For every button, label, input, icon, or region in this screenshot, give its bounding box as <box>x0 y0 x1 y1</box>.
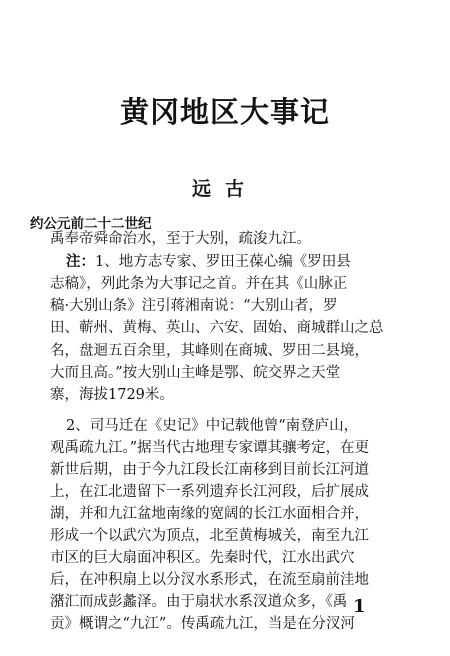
note-line: 新世后期，由于今九江段长江南移到目前长江河道 <box>50 462 369 478</box>
note-line: 志稿》，列此条为大事记之首。并在其《山脉正 <box>50 276 348 292</box>
note-line: 观禹疏九江。”据当代古地理专家谭其骧考定，在更 <box>50 440 370 456</box>
note-text: 1、地方志专家、罗田王葆心编《罗田县 <box>95 254 351 270</box>
note-line <box>66 252 351 272</box>
page-title: 黄冈地区大事记 <box>119 95 330 129</box>
note-line: 湖，并和九江盆地南缘的宽阔的长江水面相合并， <box>50 506 369 522</box>
note-line: 上，在江北遗留下一系列遗弃长江河段，后扩展成 <box>50 484 369 500</box>
note-line: 寨，海拔1729米。 <box>50 387 174 403</box>
note-line: 稿·大别山条》注引蒋湘南说：“大别山者，罗 <box>50 298 338 314</box>
note-line: 田、蕲州、黄梅、英山、六安、固始、商城群山之总 <box>50 320 384 336</box>
note-line: 名，盘迴五百余里，其峰则在商城、罗田二县境， <box>50 343 369 359</box>
section-heading: 远古 <box>191 178 258 200</box>
note-line: 大而且高。”按大别山主峰是鄂、皖交界之天堂 <box>50 365 341 381</box>
note-line: 形成一个以武穴为顶点，北至黄梅城关，南至九江 <box>50 528 369 544</box>
note-line: 后，在冲积扇上以分汊水系形式，在流至扇前洼地 <box>50 572 369 588</box>
page-number: 1 <box>353 596 366 617</box>
note-line: 贡》概谓之“九江”。传禹疏九江，当是在分汊河 <box>50 616 355 632</box>
note-line: 潴汇而成彭蠡泽。由于扇状水系汊道众多，《禹 <box>50 594 348 610</box>
note-line: 市区的巨大扇面冲积区。先秦时代，江水出武穴 <box>50 550 355 566</box>
era-heading: 约公元前二十二世纪 <box>30 216 152 232</box>
note-label: 注： <box>66 253 95 270</box>
entry-line: 禹奉帝舜命治水，至于大别，疏浚九江。 <box>50 231 311 247</box>
note-line: 2、司马迁在《史记》中记载他曾“南登庐山， <box>66 418 359 434</box>
